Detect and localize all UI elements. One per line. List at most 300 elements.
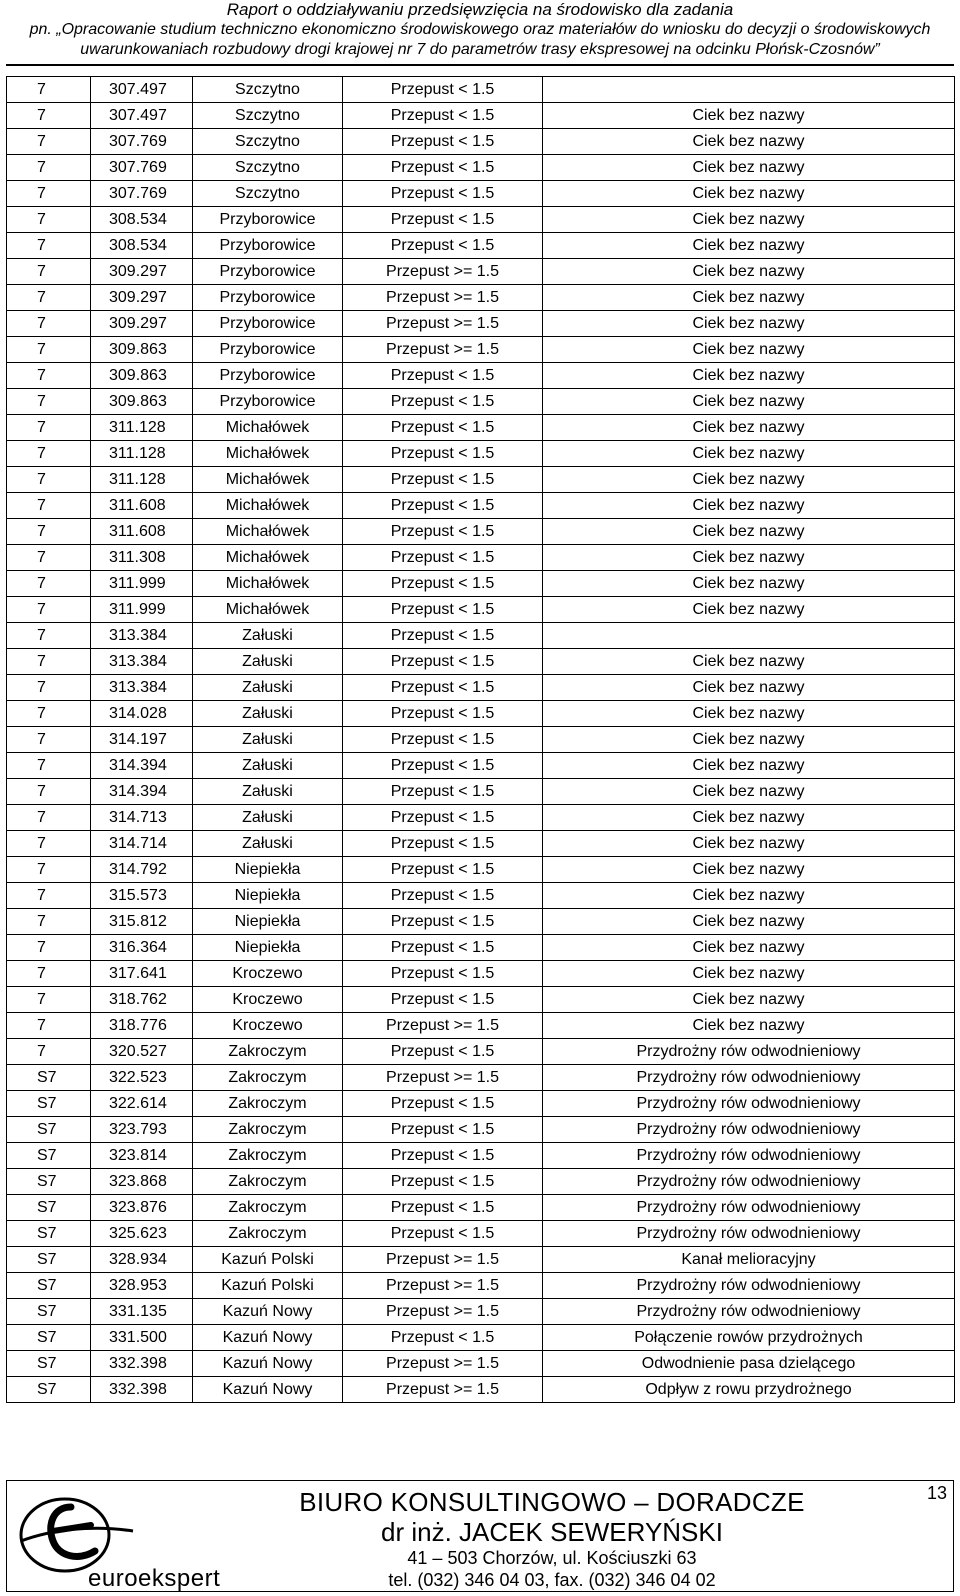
report-title: Raport o oddziaływaniu przedsięwzięcia na środowisko dla zadania: [226, 0, 734, 19]
structure-type-cell: Przepust < 1.5: [343, 727, 543, 753]
road-cell: 7: [7, 181, 91, 207]
table-row: [7, 1273, 955, 1299]
road-cell: 7: [7, 987, 91, 1013]
watercourse-cell: Ciek bez nazwy: [543, 233, 955, 259]
km-cell: 315.812: [91, 909, 193, 935]
locality-cell: Michałówek: [193, 415, 343, 441]
locality-cell: Załuski: [193, 649, 343, 675]
table-row: [7, 103, 955, 129]
table-row: [7, 883, 955, 909]
km-cell: 314.028: [91, 701, 193, 727]
road-cell: 7: [7, 727, 91, 753]
structure-type-cell: Przepust >= 1.5: [343, 1351, 543, 1377]
km-cell: 309.863: [91, 389, 193, 415]
km-cell: 323.793: [91, 1117, 193, 1143]
structure-type-cell: Przepust >= 1.5: [343, 1299, 543, 1325]
table-row: [7, 1247, 955, 1273]
watercourse-cell: Przydrożny rów odwodnieniowy: [543, 1299, 955, 1325]
locality-cell: Kazuń Polski: [193, 1273, 343, 1299]
road-cell: 7: [7, 363, 91, 389]
structure-type-cell: Przepust < 1.5: [343, 207, 543, 233]
table-row: [7, 1143, 955, 1169]
watercourse-cell: Ciek bez nazwy: [543, 779, 955, 805]
structure-type-cell: Przepust < 1.5: [343, 857, 543, 883]
watercourse-cell: Ciek bez nazwy: [543, 389, 955, 415]
km-cell: 314.714: [91, 831, 193, 857]
watercourse-cell: Ciek bez nazwy: [543, 597, 955, 623]
structure-type-cell: Przepust < 1.5: [343, 1143, 543, 1169]
km-cell: 308.534: [91, 207, 193, 233]
locality-cell: Szczytno: [193, 129, 343, 155]
watercourse-cell: Ciek bez nazwy: [543, 545, 955, 571]
road-cell: 7: [7, 961, 91, 987]
table-row: [7, 831, 955, 857]
structure-type-cell: Przepust >= 1.5: [343, 1273, 543, 1299]
table-row: [7, 311, 955, 337]
locality-cell: Załuski: [193, 831, 343, 857]
km-cell: 311.608: [91, 519, 193, 545]
structure-type-cell: Przepust < 1.5: [343, 701, 543, 727]
road-cell: 7: [7, 129, 91, 155]
table-row: [7, 545, 955, 571]
table-row: [7, 389, 955, 415]
structure-type-cell: Przepust < 1.5: [343, 493, 543, 519]
structure-type-cell: Przepust < 1.5: [343, 753, 543, 779]
structure-type-cell: Przepust < 1.5: [343, 571, 543, 597]
road-cell: 7: [7, 1013, 91, 1039]
km-cell: 311.128: [91, 467, 193, 493]
table-row: [7, 597, 955, 623]
km-cell: 311.999: [91, 597, 193, 623]
structure-type-cell: Przepust < 1.5: [343, 1091, 543, 1117]
watercourse-cell: Ciek bez nazwy: [543, 337, 955, 363]
road-cell: S7: [7, 1351, 91, 1377]
road-cell: S7: [7, 1299, 91, 1325]
structure-type-cell: Przepust < 1.5: [343, 831, 543, 857]
watercourse-cell: Przydrożny rów odwodnieniowy: [543, 1221, 955, 1247]
structure-type-cell: Przepust < 1.5: [343, 935, 543, 961]
km-cell: 328.934: [91, 1247, 193, 1273]
table-row: [7, 363, 955, 389]
locality-cell: Zakroczym: [193, 1039, 343, 1065]
company-owner: dr inż. JACEK SEWERYŃSKI: [381, 1517, 723, 1547]
structure-type-cell: Przepust < 1.5: [343, 597, 543, 623]
structure-type-cell: Przepust < 1.5: [343, 623, 543, 649]
road-cell: 7: [7, 857, 91, 883]
watercourse-cell: Ciek bez nazwy: [543, 753, 955, 779]
road-cell: S7: [7, 1143, 91, 1169]
table-row: [7, 753, 955, 779]
km-cell: 311.608: [91, 493, 193, 519]
table-row: [7, 129, 955, 155]
km-cell: 314.197: [91, 727, 193, 753]
road-cell: 7: [7, 311, 91, 337]
header-divider: [6, 64, 954, 66]
watercourse-cell: Przydrożny rów odwodnieniowy: [543, 1169, 955, 1195]
table-row: [7, 1065, 955, 1091]
watercourse-cell: Przydrożny rów odwodnieniowy: [543, 1273, 955, 1299]
watercourse-cell: Ciek bez nazwy: [543, 441, 955, 467]
structure-type-cell: Przepust < 1.5: [343, 233, 543, 259]
table-row: [7, 467, 955, 493]
watercourse-cell: Ciek bez nazwy: [543, 649, 955, 675]
locality-cell: Kazuń Nowy: [193, 1299, 343, 1325]
table-row: [7, 1091, 955, 1117]
table-row: [7, 441, 955, 467]
euroekspert-logo: [13, 1485, 233, 1592]
structure-type-cell: Przepust >= 1.5: [343, 1247, 543, 1273]
km-cell: 320.527: [91, 1039, 193, 1065]
locality-cell: Kazuń Nowy: [193, 1377, 343, 1403]
locality-cell: Zakroczym: [193, 1117, 343, 1143]
watercourse-cell: Ciek bez nazwy: [543, 207, 955, 233]
locality-cell: Zakroczym: [193, 1143, 343, 1169]
locality-cell: Szczytno: [193, 103, 343, 129]
structure-type-cell: Przepust < 1.5: [343, 1117, 543, 1143]
locality-cell: Michałówek: [193, 571, 343, 597]
table-row: [7, 935, 955, 961]
watercourse-cell: Przydrożny rów odwodnieniowy: [543, 1143, 955, 1169]
structure-type-cell: Przepust < 1.5: [343, 129, 543, 155]
km-cell: 307.769: [91, 155, 193, 181]
km-cell: 307.769: [91, 129, 193, 155]
structure-type-cell: Przepust >= 1.5: [343, 285, 543, 311]
km-cell: 322.523: [91, 1065, 193, 1091]
structure-type-cell: Przepust < 1.5: [343, 909, 543, 935]
watercourse-cell: [543, 77, 955, 103]
structure-type-cell: Przepust < 1.5: [343, 805, 543, 831]
watercourse-cell: Ciek bez nazwy: [543, 805, 955, 831]
km-cell: 331.135: [91, 1299, 193, 1325]
watercourse-cell: Ciek bez nazwy: [543, 987, 955, 1013]
table-row: [7, 1325, 955, 1351]
structure-type-cell: Przepust < 1.5: [343, 389, 543, 415]
road-cell: 7: [7, 805, 91, 831]
road-cell: 7: [7, 753, 91, 779]
locality-cell: Kazuń Nowy: [193, 1325, 343, 1351]
page-header: [0, 0, 960, 60]
structure-type-cell: Przepust < 1.5: [343, 415, 543, 441]
watercourse-cell: Ciek bez nazwy: [543, 883, 955, 909]
watercourse-cell: Ciek bez nazwy: [543, 493, 955, 519]
km-cell: 331.500: [91, 1325, 193, 1351]
km-cell: 307.497: [91, 103, 193, 129]
structure-type-cell: Przepust < 1.5: [343, 545, 543, 571]
road-cell: S7: [7, 1091, 91, 1117]
km-cell: 332.398: [91, 1377, 193, 1403]
km-cell: 322.614: [91, 1091, 193, 1117]
structure-type-cell: Przepust < 1.5: [343, 441, 543, 467]
culverts-table: [6, 76, 955, 1403]
road-cell: S7: [7, 1325, 91, 1351]
structure-type-cell: Przepust < 1.5: [343, 779, 543, 805]
km-cell: 318.776: [91, 1013, 193, 1039]
table-row: [7, 493, 955, 519]
structure-type-cell: Przepust >= 1.5: [343, 259, 543, 285]
watercourse-cell: Odpływ z rowu przydrożnego: [543, 1377, 955, 1403]
road-cell: S7: [7, 1221, 91, 1247]
road-cell: 7: [7, 337, 91, 363]
km-cell: 314.394: [91, 753, 193, 779]
watercourse-cell: Ciek bez nazwy: [543, 1013, 955, 1039]
km-cell: 309.863: [91, 337, 193, 363]
watercourse-cell: Przydrożny rów odwodnieniowy: [543, 1091, 955, 1117]
structure-type-cell: Przepust < 1.5: [343, 363, 543, 389]
km-cell: 318.762: [91, 987, 193, 1013]
road-cell: 7: [7, 1039, 91, 1065]
watercourse-cell: Ciek bez nazwy: [543, 961, 955, 987]
road-cell: S7: [7, 1247, 91, 1273]
road-cell: 7: [7, 467, 91, 493]
road-cell: 7: [7, 831, 91, 857]
table-row: [7, 77, 955, 103]
km-cell: 314.792: [91, 857, 193, 883]
table-row: [7, 727, 955, 753]
watercourse-cell: Ciek bez nazwy: [543, 727, 955, 753]
road-cell: 7: [7, 675, 91, 701]
locality-cell: Załuski: [193, 753, 343, 779]
locality-cell: Michałówek: [193, 441, 343, 467]
structure-type-cell: Przepust >= 1.5: [343, 311, 543, 337]
locality-cell: Przyborowice: [193, 311, 343, 337]
watercourse-cell: Kanał melioracyjny: [543, 1247, 955, 1273]
culverts-table-body: [7, 77, 955, 1403]
road-cell: 7: [7, 701, 91, 727]
structure-type-cell: Przepust < 1.5: [343, 883, 543, 909]
watercourse-cell: Ciek bez nazwy: [543, 155, 955, 181]
structure-type-cell: Przepust < 1.5: [343, 987, 543, 1013]
table-row: [7, 207, 955, 233]
locality-cell: Przyborowice: [193, 337, 343, 363]
structure-type-cell: Przepust >= 1.5: [343, 1013, 543, 1039]
watercourse-cell: [543, 623, 955, 649]
km-cell: 323.876: [91, 1195, 193, 1221]
km-cell: 325.623: [91, 1221, 193, 1247]
km-cell: 313.384: [91, 649, 193, 675]
table-row: [7, 1039, 955, 1065]
locality-cell: Szczytno: [193, 77, 343, 103]
structure-type-cell: Przepust < 1.5: [343, 1221, 543, 1247]
km-cell: 323.868: [91, 1169, 193, 1195]
km-cell: 308.534: [91, 233, 193, 259]
km-cell: 311.999: [91, 571, 193, 597]
table-row: [7, 987, 955, 1013]
km-cell: 316.364: [91, 935, 193, 961]
table-row: [7, 259, 955, 285]
watercourse-cell: Ciek bez nazwy: [543, 935, 955, 961]
table-row: [7, 675, 955, 701]
table-row: [7, 285, 955, 311]
road-cell: 7: [7, 233, 91, 259]
locality-cell: Załuski: [193, 675, 343, 701]
road-cell: 7: [7, 259, 91, 285]
road-cell: 7: [7, 649, 91, 675]
km-cell: 314.394: [91, 779, 193, 805]
road-cell: 7: [7, 779, 91, 805]
table-row: [7, 1013, 955, 1039]
company-info: [227, 1481, 877, 1591]
table-row: [7, 233, 955, 259]
road-cell: 7: [7, 883, 91, 909]
watercourse-cell: Ciek bez nazwy: [543, 857, 955, 883]
watercourse-cell: Przydrożny rów odwodnieniowy: [543, 1117, 955, 1143]
km-cell: 309.297: [91, 259, 193, 285]
watercourse-cell: Ciek bez nazwy: [543, 519, 955, 545]
road-cell: 7: [7, 493, 91, 519]
table-row: [7, 701, 955, 727]
road-cell: S7: [7, 1273, 91, 1299]
locality-cell: Przyborowice: [193, 285, 343, 311]
watercourse-cell: Ciek bez nazwy: [543, 675, 955, 701]
road-cell: 7: [7, 415, 91, 441]
km-cell: 311.128: [91, 415, 193, 441]
locality-cell: Kroczewo: [193, 961, 343, 987]
company-phone: tel. (032) 346 04 03, fax. (032) 346 04 02: [388, 1570, 716, 1590]
locality-cell: Przyborowice: [193, 389, 343, 415]
locality-cell: Załuski: [193, 623, 343, 649]
road-cell: 7: [7, 623, 91, 649]
structure-type-cell: Przepust < 1.5: [343, 1195, 543, 1221]
watercourse-cell: Ciek bez nazwy: [543, 363, 955, 389]
watercourse-cell: Ciek bez nazwy: [543, 181, 955, 207]
locality-cell: Przyborowice: [193, 233, 343, 259]
km-cell: 332.398: [91, 1351, 193, 1377]
km-cell: 315.573: [91, 883, 193, 909]
structure-type-cell: Przepust < 1.5: [343, 649, 543, 675]
locality-cell: Kroczewo: [193, 1013, 343, 1039]
road-cell: S7: [7, 1169, 91, 1195]
km-cell: 307.497: [91, 77, 193, 103]
road-cell: S7: [7, 1117, 91, 1143]
locality-cell: Niepiekła: [193, 909, 343, 935]
watercourse-cell: Ciek bez nazwy: [543, 311, 955, 337]
km-cell: 323.814: [91, 1143, 193, 1169]
watercourse-cell: Ciek bez nazwy: [543, 415, 955, 441]
table-row: [7, 1169, 955, 1195]
watercourse-cell: Połączenie rowów przydrożnych: [543, 1325, 955, 1351]
road-cell: 7: [7, 77, 91, 103]
locality-cell: Niepiekła: [193, 857, 343, 883]
structure-type-cell: Przepust < 1.5: [343, 77, 543, 103]
watercourse-cell: Ciek bez nazwy: [543, 285, 955, 311]
report-subtitle-line2: uwarunkowaniach rozbudowy drogi krajowej nr 7 do parametrów trasy ekspresowej na odcinku Płońsk-Czosnów”: [80, 41, 880, 58]
road-cell: 7: [7, 519, 91, 545]
watercourse-cell: Ciek bez nazwy: [543, 129, 955, 155]
table-row: [7, 519, 955, 545]
km-cell: 313.384: [91, 623, 193, 649]
watercourse-cell: Ciek bez nazwy: [543, 701, 955, 727]
locality-cell: Zakroczym: [193, 1091, 343, 1117]
km-cell: 317.641: [91, 961, 193, 987]
table-row: [7, 961, 955, 987]
locality-cell: Załuski: [193, 701, 343, 727]
page-number: 13: [926, 1483, 947, 1503]
structure-type-cell: Przepust >= 1.5: [343, 1065, 543, 1091]
structure-type-cell: Przepust < 1.5: [343, 1325, 543, 1351]
km-cell: 313.384: [91, 675, 193, 701]
road-cell: 7: [7, 545, 91, 571]
structure-type-cell: Przepust < 1.5: [343, 675, 543, 701]
locality-cell: Przyborowice: [193, 363, 343, 389]
road-cell: 7: [7, 909, 91, 935]
structure-type-cell: Przepust >= 1.5: [343, 1377, 543, 1403]
road-cell: S7: [7, 1377, 91, 1403]
table-row: [7, 155, 955, 181]
logo-text: euroekspert: [88, 1565, 221, 1592]
table-row: [7, 779, 955, 805]
structure-type-cell: Przepust < 1.5: [343, 155, 543, 181]
road-cell: 7: [7, 207, 91, 233]
km-cell: 311.308: [91, 545, 193, 571]
km-cell: 314.713: [91, 805, 193, 831]
structure-type-cell: Przepust < 1.5: [343, 467, 543, 493]
locality-cell: Kazuń Nowy: [193, 1351, 343, 1377]
table-row: [7, 1299, 955, 1325]
locality-cell: Michałówek: [193, 519, 343, 545]
structure-type-cell: Przepust < 1.5: [343, 1039, 543, 1065]
road-cell: 7: [7, 597, 91, 623]
watercourse-cell: Ciek bez nazwy: [543, 831, 955, 857]
watercourse-cell: Odwodnienie pasa dzielącego: [543, 1351, 955, 1377]
road-cell: S7: [7, 1195, 91, 1221]
locality-cell: Michałówek: [193, 597, 343, 623]
locality-cell: Szczytno: [193, 181, 343, 207]
company-name: BIURO KONSULTINGOWO – DORADCZE: [299, 1487, 805, 1517]
structure-type-cell: Przepust < 1.5: [343, 961, 543, 987]
table-row: [7, 181, 955, 207]
locality-cell: Załuski: [193, 727, 343, 753]
road-cell: 7: [7, 389, 91, 415]
table-row: [7, 1221, 955, 1247]
locality-cell: Zakroczym: [193, 1169, 343, 1195]
structure-type-cell: Przepust < 1.5: [343, 181, 543, 207]
locality-cell: Michałówek: [193, 467, 343, 493]
table-row: [7, 857, 955, 883]
table-row: [7, 1351, 955, 1377]
locality-cell: Kroczewo: [193, 987, 343, 1013]
table-row: [7, 337, 955, 363]
table-row: [7, 1195, 955, 1221]
km-cell: 309.297: [91, 285, 193, 311]
structure-type-cell: Przepust >= 1.5: [343, 337, 543, 363]
locality-cell: Załuski: [193, 805, 343, 831]
structure-type-cell: Przepust < 1.5: [343, 1169, 543, 1195]
locality-cell: Zakroczym: [193, 1065, 343, 1091]
road-cell: 7: [7, 103, 91, 129]
table-row: [7, 909, 955, 935]
road-cell: 7: [7, 285, 91, 311]
km-cell: 309.297: [91, 311, 193, 337]
locality-cell: Załuski: [193, 779, 343, 805]
road-cell: 7: [7, 571, 91, 597]
report-subtitle-line1: pn. „Opracowanie studium techniczno ekonomiczno środowiskowego oraz materiałów do wniosku do decyzji o środowiskowych: [29, 21, 931, 38]
structure-type-cell: Przepust < 1.5: [343, 519, 543, 545]
watercourse-cell: Ciek bez nazwy: [543, 259, 955, 285]
watercourse-cell: Przydrożny rów odwodnieniowy: [543, 1195, 955, 1221]
km-cell: 307.769: [91, 181, 193, 207]
road-cell: 7: [7, 935, 91, 961]
page-footer: [6, 1480, 954, 1592]
locality-cell: Michałówek: [193, 493, 343, 519]
table-row: [7, 1117, 955, 1143]
locality-cell: Przyborowice: [193, 207, 343, 233]
road-cell: S7: [7, 1065, 91, 1091]
company-address: 41 – 503 Chorzów, ul. Kościuszki 63: [407, 1548, 697, 1568]
table-row: [7, 805, 955, 831]
table-row: [7, 1377, 955, 1403]
km-cell: 311.128: [91, 441, 193, 467]
watercourse-cell: Ciek bez nazwy: [543, 571, 955, 597]
